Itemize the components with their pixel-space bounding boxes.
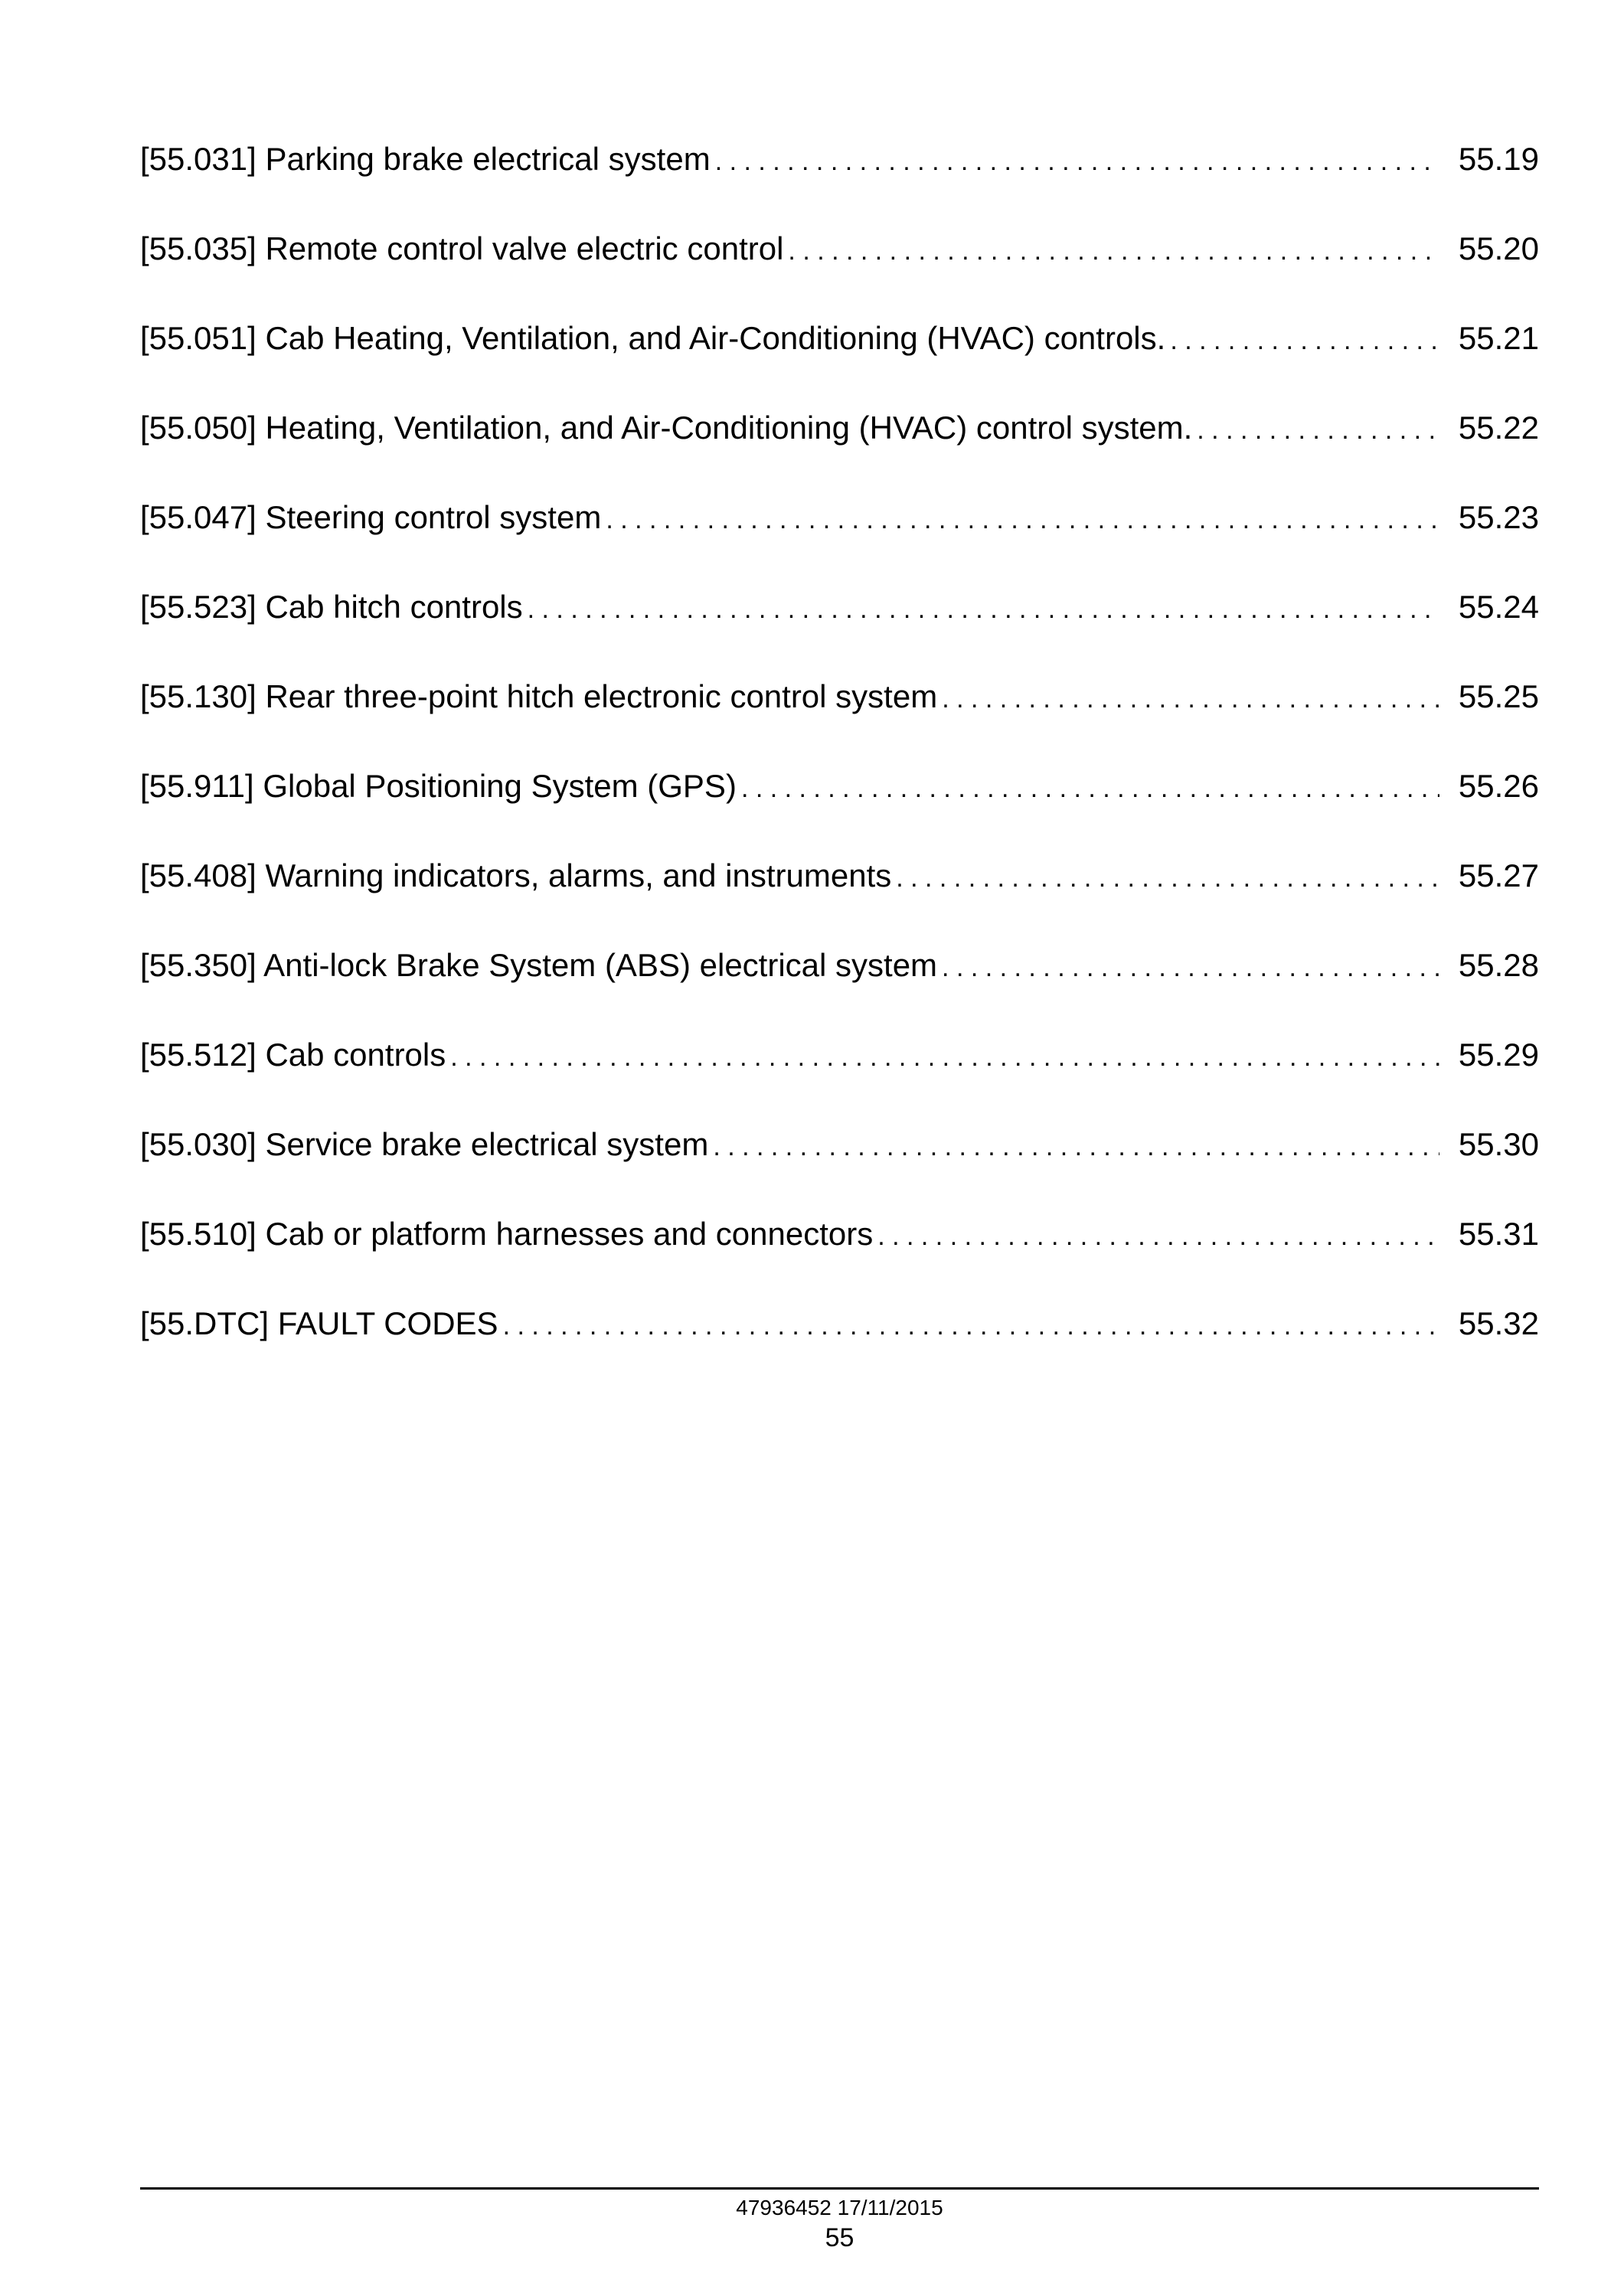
dot-leader [877, 1215, 1439, 1258]
dot-leader [942, 678, 1439, 720]
footer-document-id: 47936452 17/11/2015 [736, 2196, 943, 2219]
toc-entry[interactable] [140, 317, 1539, 407]
toc-entry-page: 55.30 [1458, 1126, 1539, 1162]
dot-leader [715, 140, 1439, 183]
dot-leader [450, 1036, 1439, 1079]
toc-entry-title: [55.512] Cab controls [140, 1037, 446, 1073]
toc-entry-page: 55.25 [1458, 678, 1539, 714]
toc-entry-title: [55.031] Parking brake electrical system [140, 141, 711, 177]
toc-entry-page: 55.32 [1458, 1305, 1539, 1341]
toc-entry-title: [55.035] Remote control valve electric control [140, 230, 784, 266]
toc-entry[interactable] [140, 227, 1539, 317]
toc-entry[interactable] [140, 138, 1539, 227]
dot-leader [606, 498, 1439, 541]
dot-leader [1197, 409, 1439, 452]
toc-entry[interactable] [140, 1302, 1539, 1392]
toc-entry-title: [55.350] Anti-lock Brake System (ABS) electrical system [140, 947, 938, 983]
table-of-contents [140, 138, 1539, 1392]
toc-entry[interactable] [140, 407, 1539, 496]
toc-entry-title: [55.510] Cab or platform harnesses and connectors [140, 1216, 874, 1252]
dot-leader [942, 946, 1439, 989]
dot-leader [503, 1305, 1439, 1347]
toc-entry-page: 55.24 [1458, 589, 1539, 625]
toc-entry[interactable] [140, 1123, 1539, 1213]
toc-entry[interactable] [140, 944, 1539, 1034]
toc-entry-title: [55.050] Heating, Ventilation, and Air-Conditioning (HVAC) control system. [140, 410, 1193, 446]
toc-entry[interactable] [140, 675, 1539, 765]
dot-leader [1170, 319, 1439, 362]
dot-leader [788, 230, 1439, 273]
toc-entry-title: [55.047] Steering control system [140, 499, 602, 535]
toc-entry-page: 55.26 [1458, 768, 1539, 804]
toc-entry-page: 55.20 [1458, 230, 1539, 266]
dot-leader [741, 767, 1439, 810]
toc-entry[interactable] [140, 1213, 1539, 1302]
toc-entry-page: 55.27 [1458, 857, 1539, 893]
dot-leader [896, 857, 1439, 900]
toc-entry-page: 55.28 [1458, 947, 1539, 983]
toc-entry-page: 55.23 [1458, 499, 1539, 535]
dot-leader [713, 1125, 1439, 1168]
toc-entry-page: 55.19 [1458, 141, 1539, 177]
toc-entry-title: [55.523] Cab hitch controls [140, 589, 523, 625]
toc-entry-title: [55.030] Service brake electrical system [140, 1126, 709, 1162]
toc-entry-title: [55.DTC] FAULT CODES [140, 1305, 498, 1341]
toc-entry-title: [55.130] Rear three-point hitch electronic control system [140, 678, 938, 714]
dot-leader [528, 588, 1439, 631]
toc-entry-page: 55.31 [1458, 1216, 1539, 1252]
toc-entry-title: [55.911] Global Positioning System (GPS) [140, 768, 737, 804]
toc-entry[interactable] [140, 586, 1539, 675]
toc-entry-page: 55.29 [1458, 1037, 1539, 1073]
toc-entry[interactable] [140, 854, 1539, 944]
toc-entry-title: [55.051] Cab Heating, Ventilation, and Air-Conditioning (HVAC) controls. [140, 320, 1166, 356]
toc-entry-page: 55.22 [1458, 410, 1539, 446]
toc-entry[interactable] [140, 496, 1539, 586]
footer-divider [140, 2187, 1539, 2190]
toc-entry[interactable] [140, 1034, 1539, 1123]
footer-page-number: 55 [825, 2223, 854, 2252]
toc-entry-page: 55.21 [1458, 320, 1539, 356]
toc-entry[interactable] [140, 765, 1539, 854]
toc-entry-title: [55.408] Warning indicators, alarms, and instruments [140, 857, 892, 893]
